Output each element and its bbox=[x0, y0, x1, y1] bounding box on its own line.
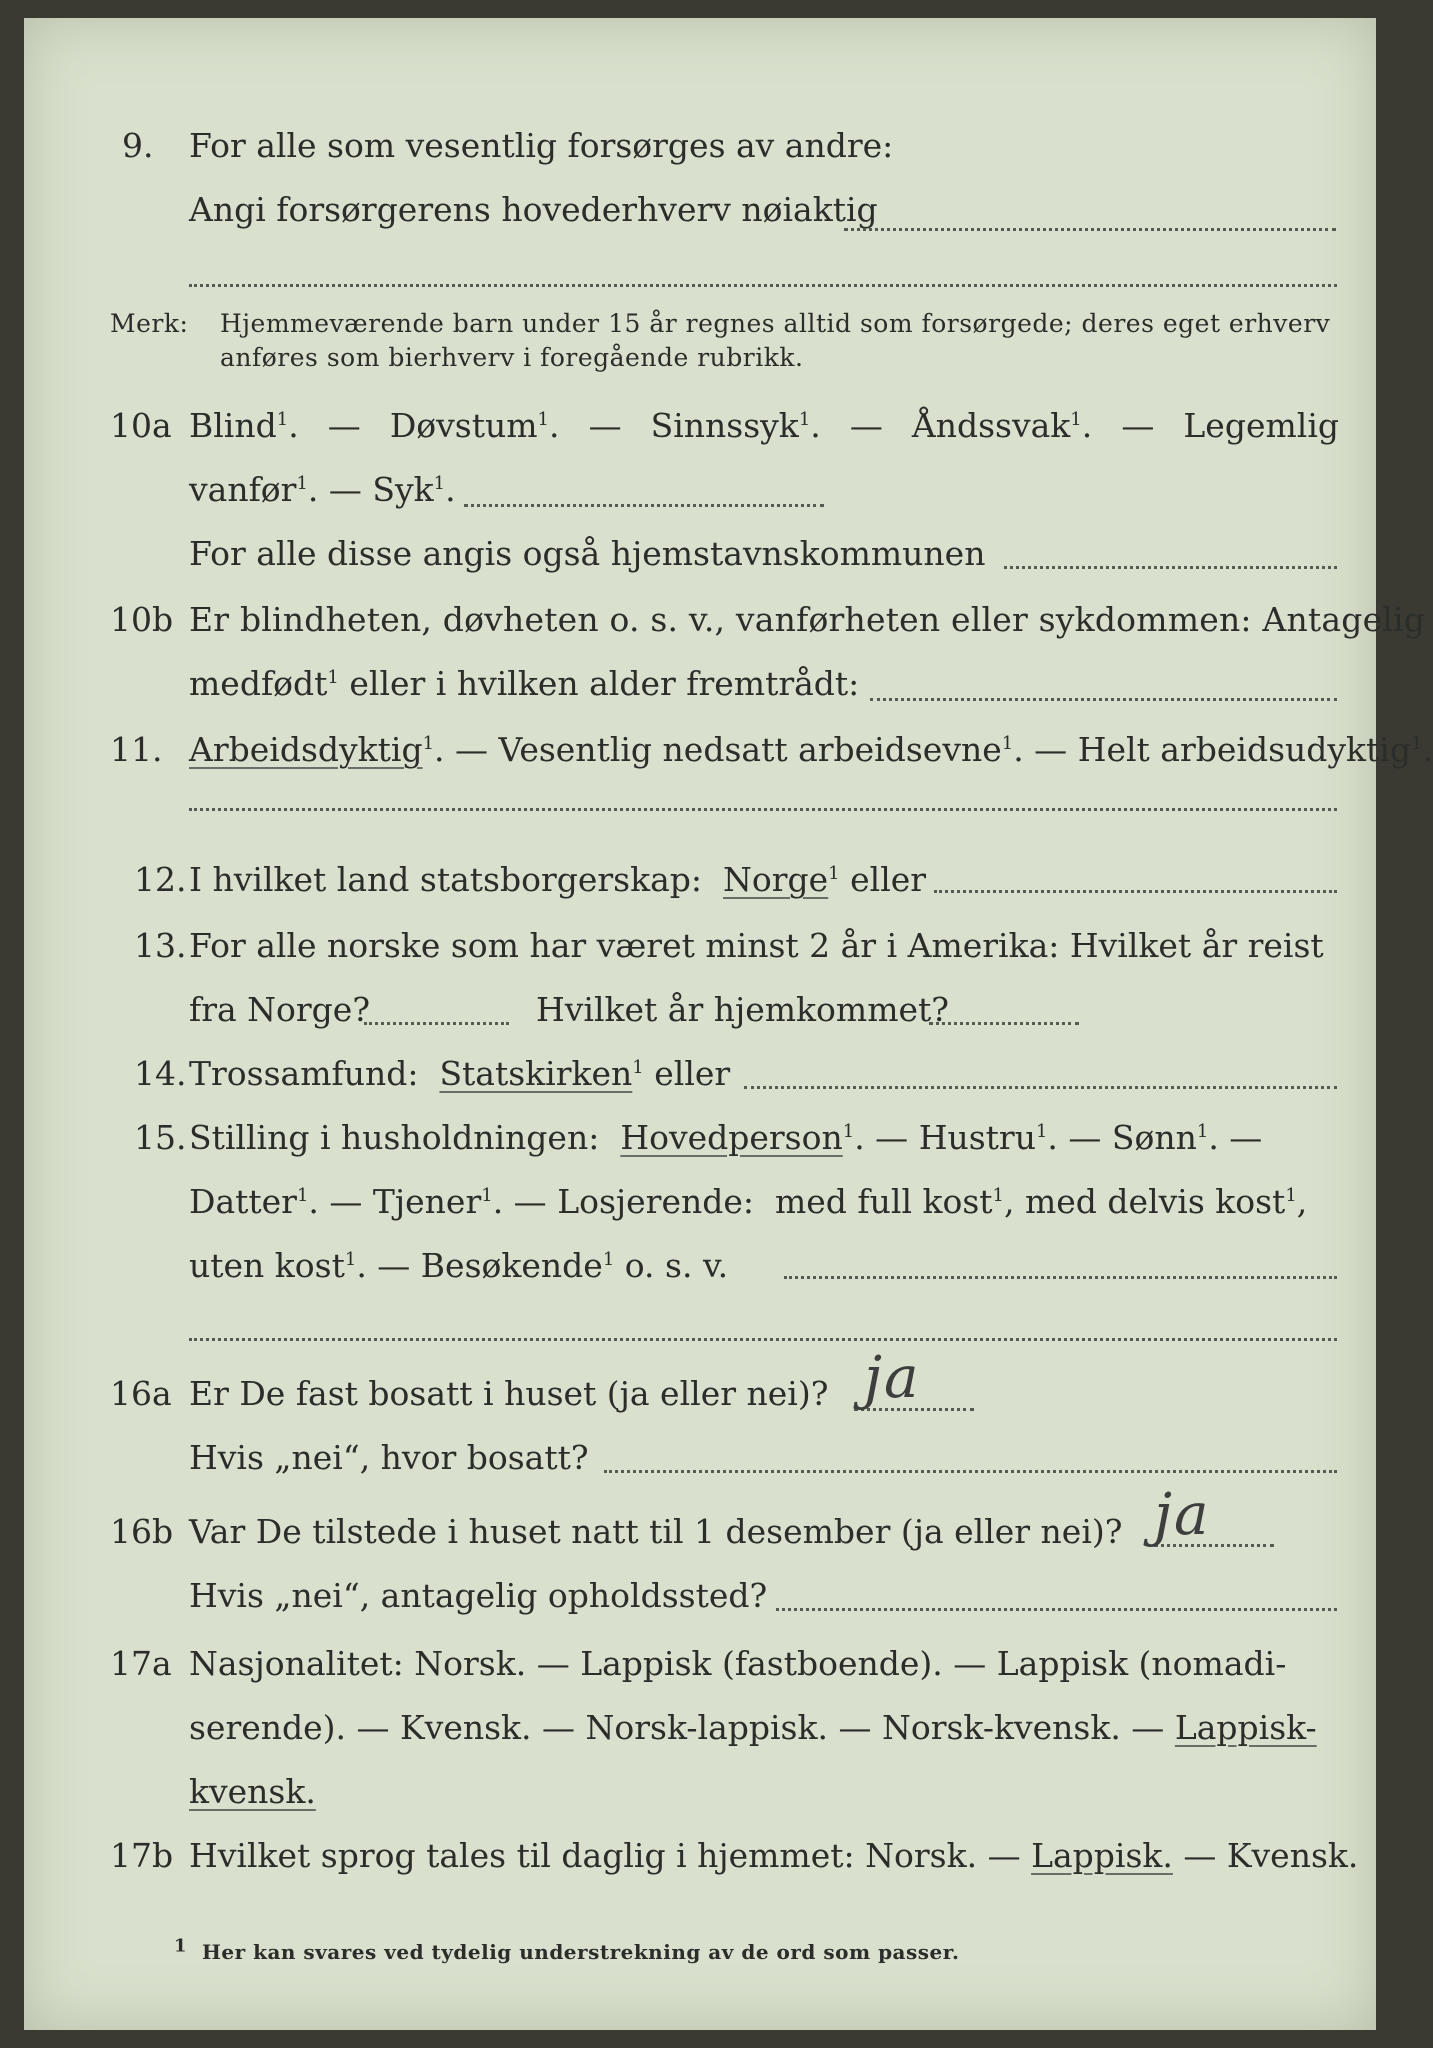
option-dovstum[interactable]: Døvstum$^1$. bbox=[389, 406, 560, 445]
q17a-text-3 bbox=[189, 1772, 316, 1812]
option-vesentlig-nedsatt[interactable]: Vesentlig nedsatt arbeidsevne bbox=[498, 730, 1002, 769]
option-besokende[interactable]: Besøkende bbox=[420, 1246, 603, 1285]
q16a-text: Er De fast bosatt i huset (ja eller nei)? bbox=[189, 1374, 829, 1413]
q16b-opphold-line[interactable] bbox=[776, 1608, 1337, 1611]
footnote: $^1$ Her kan svares ved tydelig understrekning av de ord som passer. bbox=[174, 1935, 960, 1964]
q14-answer-line[interactable] bbox=[744, 1086, 1337, 1089]
question-number-17a: 17a bbox=[110, 1644, 172, 1683]
q14-text: Trossamfund: Statskirken$^1$ eller bbox=[189, 1054, 731, 1093]
q16b-handwritten-answer: ja bbox=[1154, 1480, 1211, 1548]
option-sonn[interactable]: Sønn bbox=[1111, 1118, 1197, 1157]
q16a-handwritten-answer: ja bbox=[864, 1343, 921, 1411]
q17b-text: Hvilket sprog tales til daglig i hjemmet: Norsk. — Lappisk. — Kvensk. bbox=[189, 1836, 1359, 1875]
option-kvensk[interactable]: Kvensk. bbox=[1226, 1836, 1359, 1875]
option-lappisk-kvensk-cont[interactable]: kvensk. bbox=[189, 1772, 316, 1811]
option-statskirken[interactable]: Statskirken bbox=[439, 1054, 633, 1093]
option-norge[interactable]: Norge bbox=[723, 860, 829, 899]
question-number-10b: 10b bbox=[110, 600, 174, 639]
question-number-10a: 10a bbox=[110, 406, 172, 445]
question-number-15: 15. bbox=[134, 1118, 187, 1157]
q17a-text: Nasjonalitet: Norsk. — Lappisk (fastboende). — Lappisk (nomadi- bbox=[189, 1644, 1287, 1683]
question-number-12: 12. bbox=[134, 860, 187, 899]
option-arbeidsdyktig[interactable]: Arbeidsdyktig bbox=[189, 730, 423, 769]
question-number-16b: 16b bbox=[110, 1512, 174, 1551]
q10b-text: Er blindheten, døvheten o. s. v., vanførheten eller sykdommen: Antagelig bbox=[189, 600, 1426, 639]
q10a-hjemstavn-line[interactable] bbox=[1004, 566, 1337, 569]
q10b-text-2: medfødt$^1$ eller i hvilken alder fremtrådt: bbox=[189, 664, 860, 703]
option-hovedperson[interactable]: Hovedperson bbox=[620, 1118, 843, 1157]
q9-answer-line[interactable] bbox=[844, 228, 1336, 231]
q10b-answer-line[interactable] bbox=[870, 698, 1337, 701]
q10a-options: Blind$^1$. — Døvstum$^1$. — Sinnssyk$^1$. — Åndssvak$^1$. — Legemlig bbox=[189, 406, 1339, 445]
question-number-9: 9. bbox=[122, 126, 154, 165]
q15-text-2: Datter$^1$. — Tjener$^1$. — Losjerende: med full kost$^1$, med delvis kost$^1$, bbox=[189, 1182, 1308, 1221]
q17a-text-2: serende). — Kvensk. — Norsk-lappisk. — Norsk-kvensk. — Lappisk- bbox=[189, 1708, 1317, 1747]
option-syk[interactable]: Syk$^1$. bbox=[372, 470, 456, 509]
option-datter[interactable]: Datter bbox=[189, 1182, 297, 1221]
option-norsk[interactable]: Norsk. bbox=[865, 1836, 978, 1875]
option-delvis-kost[interactable]: med delvis kost bbox=[1024, 1182, 1286, 1221]
merk-text-1: Hjemmeværende barn under 15 år regnes alltid som forsørgede; deres eget erhverv bbox=[220, 309, 1331, 338]
q10a-line2: vanfør$^1$. — Syk$^1$. bbox=[189, 470, 456, 509]
q9-answer-line-2[interactable] bbox=[189, 284, 1337, 287]
question-number-16a: 16a bbox=[110, 1374, 172, 1413]
option-uten-kost[interactable]: uten kost bbox=[189, 1246, 345, 1285]
question-number-17b: 17b bbox=[110, 1836, 174, 1875]
q16a-text-2: Hvis „nei“, hvor bosatt? bbox=[189, 1438, 589, 1477]
q15-answer-line[interactable] bbox=[784, 1276, 1337, 1279]
q16b-text: Var De tilstede i huset natt til 1 desember (ja eller nei)? bbox=[189, 1512, 1123, 1551]
q15-text-3: uten kost$^1$. — Besøkende$^1$ o. s. v. bbox=[189, 1246, 729, 1285]
q13-hjemkommet: Hvilket år hjemkommet? bbox=[536, 990, 949, 1029]
option-lappisk[interactable]: Lappisk. bbox=[1031, 1836, 1173, 1875]
option-hustru[interactable]: Hustru bbox=[918, 1118, 1036, 1157]
q13-fra-norge: fra Norge? bbox=[189, 990, 371, 1029]
option-legemlig[interactable]: Legemlig bbox=[1183, 406, 1339, 445]
merk-text-2: anføres som bierhverv i foregående rubrikk. bbox=[220, 343, 804, 372]
merk-label: Merk: bbox=[110, 309, 189, 338]
q9-text-2: Angi forsørgerens hovederhverv nøiaktig bbox=[189, 190, 878, 229]
option-helt-arbeidsudyktig[interactable]: Helt arbeidsudyktig bbox=[1077, 730, 1411, 769]
q15-answer-line-2[interactable] bbox=[189, 1338, 1337, 1341]
q13-year-returned-line[interactable] bbox=[929, 1022, 1079, 1025]
q13-year-left-line[interactable] bbox=[364, 1022, 509, 1025]
q13-text: For alle norske som har været minst 2 år i Amerika: Hvilket år reist bbox=[189, 926, 1324, 965]
option-vanfor[interactable]: vanfør$^1$. bbox=[189, 470, 319, 509]
q11-answer-line[interactable] bbox=[189, 808, 1337, 811]
option-lappisk-kvensk[interactable]: Lappisk- bbox=[1174, 1708, 1317, 1747]
question-number-14: 14. bbox=[134, 1054, 187, 1093]
q10a-line3: For alle disse angis også hjemstavnskommunen bbox=[189, 534, 986, 573]
option-sinnssyk[interactable]: Sinnssyk$^1$. bbox=[650, 406, 821, 445]
question-number-13: 13. bbox=[134, 926, 187, 965]
q12-answer-line[interactable] bbox=[934, 890, 1337, 893]
q16b-text-2: Hvis „nei“, antagelig opholdssted? bbox=[189, 1576, 768, 1615]
q9-text: For alle som vesentlig forsørges av andre: bbox=[189, 126, 894, 165]
option-tjener[interactable]: Tjener bbox=[372, 1182, 482, 1221]
option-full-kost[interactable]: med full kost bbox=[774, 1182, 993, 1221]
option-blind[interactable]: Blind$^1$. bbox=[189, 406, 299, 445]
q11-text: Arbeidsdyktig$^1$. — Vesentlig nedsatt arbeidsevne$^1$. — Helt arbeidsudyktig$^1$. bbox=[189, 730, 1433, 769]
q10a-answer-line[interactable] bbox=[464, 504, 824, 507]
census-form-page bbox=[24, 18, 1433, 2030]
q16a-bosatt-line[interactable] bbox=[604, 1470, 1337, 1473]
option-andssvak[interactable]: Åndssvak$^1$. bbox=[911, 406, 1093, 445]
q12-text: I hvilket land statsborgerskap: Norge$^1$ eller bbox=[189, 860, 927, 899]
question-number-11: 11. bbox=[110, 730, 163, 769]
q15-text: Stilling i husholdningen: Hovedperson$^1$. — Hustru$^1$. — Sønn$^1$. — bbox=[189, 1118, 1263, 1157]
